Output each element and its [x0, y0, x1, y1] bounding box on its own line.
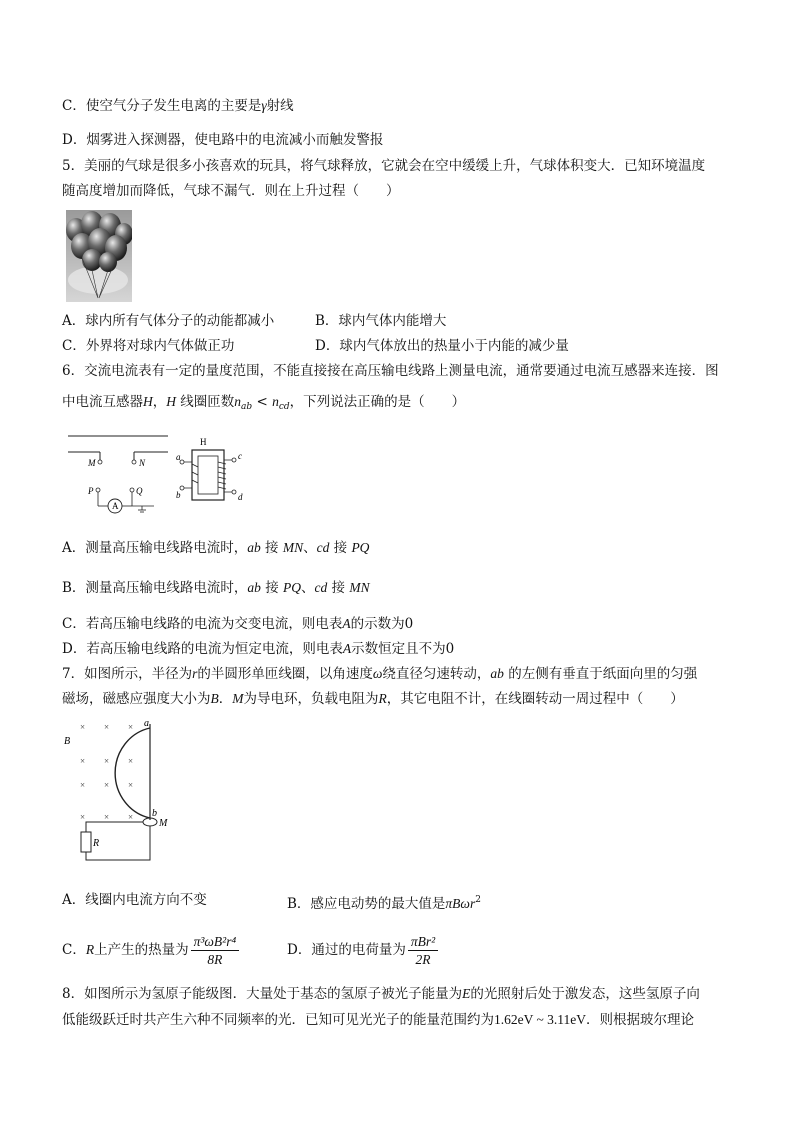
- q7-option-b: [287, 890, 481, 914]
- numerator: πBr²: [408, 933, 438, 951]
- svg-text:×: ×: [80, 812, 86, 822]
- option-text: 的示数为0: [350, 616, 414, 632]
- terminal-p: [96, 488, 100, 492]
- ammeter-label: A: [112, 501, 119, 511]
- q7-option-d: [287, 930, 440, 970]
- symbol: M: [232, 691, 244, 706]
- resistor-icon: [81, 832, 91, 852]
- magnetic-field-crosses: [80, 722, 133, 822]
- transformer-core: [192, 450, 224, 500]
- q6-stem-line1: 6．交流电流表有一定的量度范围，不能直接接在高压输电线路上测量电流，通常要通过电流互感器来连接．图: [62, 363, 719, 379]
- option-text: 示数恒定且不为0: [351, 641, 455, 657]
- stem-text: ，下列说法正确的是（ ）: [289, 394, 466, 410]
- symbol: ab: [247, 540, 261, 555]
- superscript: 2: [475, 895, 481, 905]
- q6-option-b: [62, 578, 370, 598]
- label-n: N: [139, 458, 146, 468]
- stem-text: 7．如图所示，半径为: [62, 666, 193, 682]
- option-text: 接: [260, 580, 284, 596]
- option-text: B．测量高压输电线路电流时，: [62, 580, 248, 596]
- label-p: P: [88, 486, 94, 496]
- symbol: <: [252, 394, 273, 410]
- secondary-coil-icon: [218, 460, 232, 492]
- q7-stem-line2: [62, 689, 684, 709]
- svg-text:×: ×: [128, 722, 134, 732]
- denominator: 2R: [415, 952, 431, 967]
- q5-option-c: C．外界将对球内气体做正功: [62, 338, 235, 354]
- stem-text: 的光照射后处于激发态，这些氢原子向: [470, 986, 700, 1002]
- symbol: A: [342, 641, 352, 656]
- q8-stem-line1: [62, 984, 700, 1004]
- symbol: H: [143, 394, 153, 409]
- symbol: PQ: [351, 540, 370, 555]
- symbol: cd: [314, 580, 328, 595]
- label-q: Q: [136, 486, 143, 496]
- stem-text: ．: [218, 691, 233, 707]
- stem-text: 磁场，磁感应强度大小为: [62, 691, 211, 707]
- terminal-n: [132, 460, 136, 464]
- q7-option-c: [62, 930, 241, 970]
- option-text: 接: [329, 540, 352, 556]
- svg-text:×: ×: [128, 756, 134, 766]
- label-b-field: B: [64, 736, 71, 747]
- subscript: ab: [241, 402, 253, 412]
- heat-fraction: [191, 933, 240, 968]
- option-text: A．测量高压输电线路电流时，: [62, 540, 248, 556]
- transformer-circuit-figure: [64, 430, 254, 526]
- label-c: c: [238, 451, 242, 461]
- formula: πBωr: [445, 896, 476, 911]
- symbol: ω: [372, 666, 383, 681]
- q7-option-a: A．线圈内电流方向不变: [62, 892, 207, 908]
- option-text: 、: [303, 540, 317, 556]
- stem-text: ，其它电阻不计，在线圈转动一周过程中（ ）: [386, 691, 684, 707]
- stem-text: 绕直径匀速转动，: [382, 666, 491, 682]
- symbol: R: [85, 942, 95, 957]
- stem-text: 的半圆形单匝线圈，以角速度: [197, 666, 373, 682]
- charge-fraction: [408, 933, 438, 968]
- q5-stem-line2: 随高度增加而降低，气球不漏气．则在上升过程（ ）: [62, 183, 400, 199]
- symbol: ab: [490, 666, 504, 681]
- svg-text:×: ×: [80, 722, 86, 732]
- q6-stem-line2: [62, 392, 465, 417]
- balloon-image: [66, 210, 132, 302]
- terminal-m: [98, 460, 102, 464]
- q5-option-d: D．球内气体放出的热量小于内能的减少量: [315, 338, 569, 354]
- option-c-prev: [62, 96, 294, 116]
- label-b: b: [176, 490, 181, 500]
- option-text: C．: [62, 942, 86, 958]
- label-m: M: [88, 458, 96, 468]
- q8-stem-line2: [62, 1010, 694, 1030]
- option-text: 上产生的热量为: [94, 942, 189, 958]
- symbol: B: [210, 691, 219, 706]
- semicircle-coil: [115, 728, 150, 818]
- symbol: n: [234, 394, 242, 409]
- stem-text: ．则根据玻尔理论: [586, 1012, 695, 1028]
- svg-text:×: ×: [104, 812, 110, 822]
- option-text: C．若高压输电线路的电流为交变电流，则电表: [62, 616, 343, 632]
- label-b: b: [152, 808, 157, 819]
- svg-text:×: ×: [128, 780, 134, 790]
- q6-option-d: [62, 639, 454, 659]
- svg-text:×: ×: [104, 722, 110, 732]
- stem-text: 中电流互感器: [62, 394, 143, 410]
- symbol: γ: [261, 98, 267, 113]
- symbol: ab: [247, 580, 261, 595]
- option-text: C．使空气分子发生电离的主要是: [62, 98, 262, 114]
- stem-text: 为导电环，负载电阻为: [243, 691, 379, 707]
- semicircle-coil-figure: [62, 716, 172, 870]
- label-d: d: [238, 492, 243, 502]
- option-text: B．感应电动势的最大值是: [287, 896, 446, 912]
- stem-text: 低能级跃迁时共产生六种不同频率的光．已知可见光光子的能量范围约为: [62, 1012, 494, 1028]
- symbol: r: [192, 666, 198, 681]
- stem-text: 8．如图所示为氢原子能级图．大量处于基态的氢原子被光子能量为: [62, 986, 463, 1002]
- label-a: a: [176, 452, 181, 462]
- symbol: H: [166, 394, 176, 409]
- symbol: R: [378, 691, 387, 706]
- q5-stem-line1: 5．美丽的气球是很多小孩喜欢的玩具，将气球释放，它就会在空中缓缓上升，气球体积变大．已知环境温度: [62, 158, 706, 174]
- option-d-prev: D．烟雾进入探测器，使电路中的电流减小而触发警报: [62, 132, 384, 148]
- option-text: 接: [327, 580, 350, 596]
- q7-stem-line1: [62, 664, 697, 684]
- stem-text: 的左侧有垂直于纸面向里的匀强: [503, 666, 698, 682]
- option-text: D．若高压输电线路的电流为恒定电流，则电表: [62, 641, 343, 657]
- symbol: E: [462, 986, 471, 1001]
- svg-text:×: ×: [128, 812, 134, 822]
- symbol: MN: [282, 540, 304, 555]
- option-text: 射线: [266, 98, 294, 114]
- q5-option-b: B．球内气体内能增大: [315, 313, 447, 329]
- q6-option-c: [62, 614, 413, 634]
- option-text: 、: [301, 580, 315, 596]
- symbol: A: [342, 616, 351, 631]
- numerator: π³ωB²r⁴: [191, 933, 240, 951]
- energy-range: 1.62eV ~ 3.11eV: [494, 1012, 587, 1027]
- symbol: n: [272, 394, 279, 409]
- subscript: cd: [278, 402, 290, 412]
- svg-text:×: ×: [104, 756, 110, 766]
- svg-text:×: ×: [104, 780, 110, 790]
- stem-text: 线圈匝数: [176, 394, 235, 410]
- label-r: R: [93, 838, 100, 849]
- svg-text:×: ×: [80, 780, 86, 790]
- denominator: 8R: [207, 952, 223, 967]
- symbol: cd: [316, 540, 330, 555]
- q5-option-a: A．球内所有气体分子的动能都减小: [62, 313, 275, 329]
- symbol: PQ: [283, 580, 302, 595]
- symbol: MN: [349, 580, 370, 595]
- terminal-q: [130, 488, 134, 492]
- q6-option-a: [62, 538, 369, 558]
- label-m: M: [159, 818, 168, 829]
- svg-text:×: ×: [80, 756, 86, 766]
- label-h: H: [200, 437, 207, 447]
- balloon-photo: [66, 210, 132, 306]
- label-a: a: [144, 718, 149, 729]
- option-text: D．通过的电荷量为: [287, 942, 406, 958]
- option-text: 接: [260, 540, 283, 556]
- stem-text: ，: [152, 394, 167, 410]
- primary-coil-icon: [184, 462, 198, 488]
